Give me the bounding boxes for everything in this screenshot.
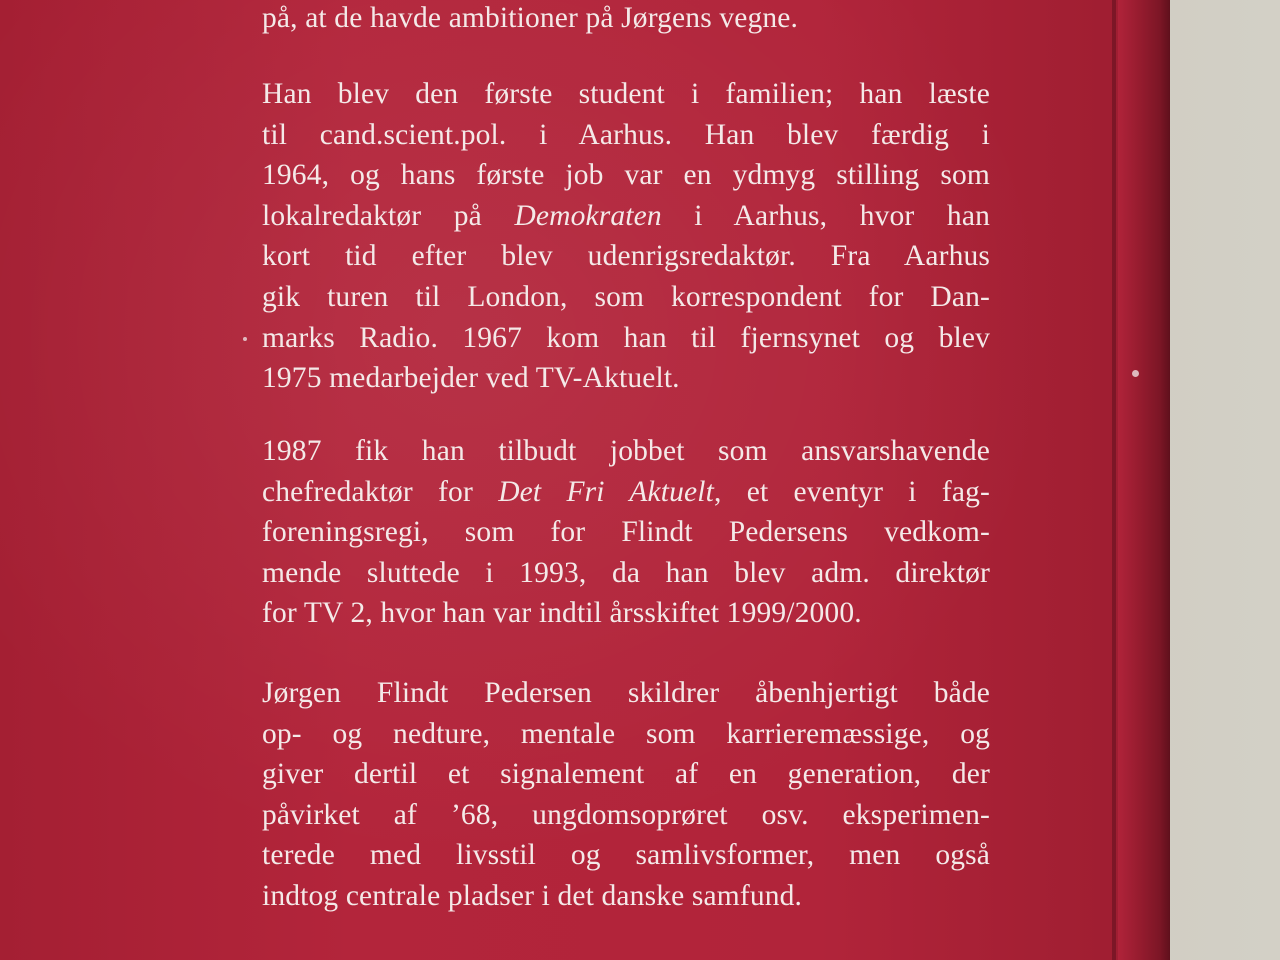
cover-speck — [243, 337, 247, 341]
blurb-line: gik turen til London, som korrespondent for Dan- — [262, 280, 990, 313]
blurb-line: på, at de havde ambitioner på Jørgens vegne. — [262, 2, 799, 34]
blurb-line: chefredaktør for Det Fri Aktuelt, et eventyr i fag- — [262, 475, 990, 508]
blurb-line: påvirket af ’68, ungdomsoprøret osv. eksperimen- — [262, 798, 990, 831]
blurb-paragraph-3 — [262, 431, 990, 634]
blurb-paragraph-2 — [262, 74, 990, 399]
blurb-line: foreningsregi, som for Flindt Pedersens vedkom- — [262, 516, 990, 549]
newspaper-title: Det Fri Aktuelt — [498, 475, 714, 508]
blurb-line: 1975 medarbejder ved TV-Aktuelt. — [262, 362, 680, 395]
blurb-line: 1987 fik han tilbudt jobbet som ansvarshavende — [262, 435, 990, 467]
blurb-line: indtog centrale pladser i det danske samfund. — [262, 879, 803, 912]
blurb-line: for TV 2, hvor han var indtil årsskiftet 1999/2000. — [262, 597, 862, 630]
blurb-line: mende sluttede i 1993, da han blev adm. direktør — [262, 556, 990, 589]
blurb-line: Jørgen Flindt Pedersen skildrer åbenhjertigt både — [262, 677, 990, 709]
blurb-line: 1964, og hans første job var en ydmyg stilling som — [262, 159, 990, 192]
blurb-paragraph-4 — [262, 673, 990, 917]
book-spine-edge — [1118, 0, 1170, 960]
blurb-line: op- og nedture, mentale som karrieremæssige, og — [262, 717, 990, 750]
blurb-line: Han blev den første student i familien; han læste — [262, 78, 990, 110]
spine-hinge — [1112, 0, 1116, 960]
blurb-line: lokalredaktør på Demokraten i Aarhus, hvor han — [262, 199, 990, 232]
blurb-line: giver dertil et signalement af en generation, der — [262, 758, 990, 791]
cover-speck — [1132, 370, 1139, 377]
blurb-paragraph-1 — [262, 0, 990, 39]
blurb-line: kort tid efter blev udenrigsredaktør. Fra Aarhus — [262, 240, 990, 273]
blurb-line: til cand.scient.pol. i Aarhus. Han blev færdig i — [262, 118, 990, 151]
blurb-line: marks Radio. 1967 kom han til fjernsynet og blev — [262, 321, 990, 354]
newspaper-title: Demokraten — [514, 199, 662, 232]
blurb-line: terede med livsstil og samlivsformer, men også — [262, 839, 990, 872]
